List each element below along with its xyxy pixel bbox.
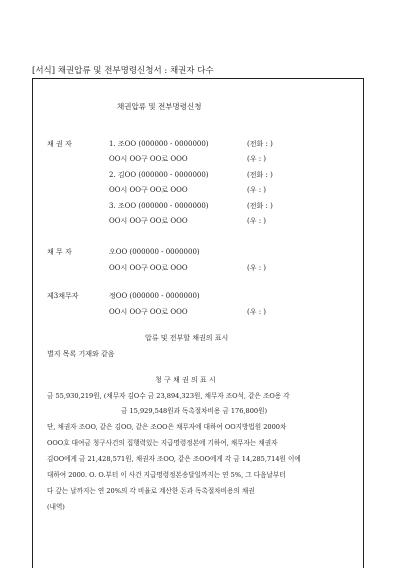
form-heading: [서식] 채권압류 및 전부명령신청서 : 채권자 다수 — [32, 66, 214, 76]
creditor-2-name: 2. 김OO (000000 - 0000000) — [109, 171, 209, 179]
claim-line: 대하여 2000. O. O.부터 이 사건 지급명령정본송달일까지는 연 5%, 그 다음날부터 — [47, 471, 286, 479]
debtor-address: OO시 OO구 OO로 OOO — [109, 264, 188, 272]
creditor-1-name: 1. 조OO (000000 - 0000000) — [109, 140, 209, 148]
creditor-3-postal: (우 : ) — [247, 217, 267, 225]
debtor-postal: (우 : ) — [247, 264, 267, 272]
claim-line: 다 갚는 날까지는 연 20%의 각 비율로 계산한 돈과 독촉절차비용의 채권 — [47, 487, 255, 495]
creditor-2-address: OO시 OO구 OO로 OOO — [109, 186, 188, 194]
creditor-3-name: 3. 조OO (000000 - 0000000) — [109, 202, 209, 210]
claim-line: OOO호 대여금 청구사건의 집행력있는 지급명령정본에 기하여, 채무자는 채권자 — [47, 439, 278, 447]
creditor-1-address: OO시 OO구 OO로 OOO — [109, 155, 188, 163]
document-title: 채권압류 및 전부명령신청 — [117, 102, 202, 111]
seizure-section-title: 압류 및 전부할 채권의 표시 — [145, 334, 229, 342]
creditor-2-postal: (우 : ) — [247, 186, 267, 194]
third-debtor-name: 정OO (000000 - 0000000) — [109, 292, 200, 300]
claim-line: 단, 채권자 조OO, 같은 김OO, 같은 조OO은 채무자에 대하여 OO지방법원 2000차 — [47, 423, 287, 431]
creditor-label: 채 권 자 — [47, 140, 72, 148]
creditor-3-address: OO시 OO구 OO로 OOO — [109, 217, 188, 225]
claim-section-title: 청 구 채 권 의 표 시 — [155, 376, 216, 384]
third-debtor-postal: (우 : ) — [247, 308, 267, 316]
creditor-1-postal: (우 : ) — [247, 155, 267, 163]
claim-line: 김OO에게 금 21,428,571원, 채권자 조OO, 같은 조OO에게 각 금 14,285,714원 이에 — [47, 455, 301, 463]
application-form — [32, 78, 364, 568]
creditor-1-phone: (전화 : ) — [247, 140, 273, 148]
debtor-label: 채 무 자 — [47, 248, 72, 256]
attachment-note: 별지 목록 기재와 같음 — [47, 350, 115, 358]
debtor-name: 오OO (000000 - 0000000) — [109, 248, 200, 256]
claim-line: 금 15,929,548원과 독촉절차비용 금 176,800원) — [121, 407, 268, 415]
claim-line: (내역) — [47, 503, 65, 511]
creditor-2-phone: (전화 : ) — [247, 171, 273, 179]
third-debtor-address: OO시 OO구 OO로 OOO — [109, 308, 188, 316]
creditor-3-phone: (전화 : ) — [247, 202, 273, 210]
third-debtor-label: 제3채무자 — [47, 292, 79, 300]
claim-line: 금 55,930,219원, (채무자 김O수 금 23,894,323원, 채무자 조O석, 같은 조O용 각 — [47, 392, 290, 400]
